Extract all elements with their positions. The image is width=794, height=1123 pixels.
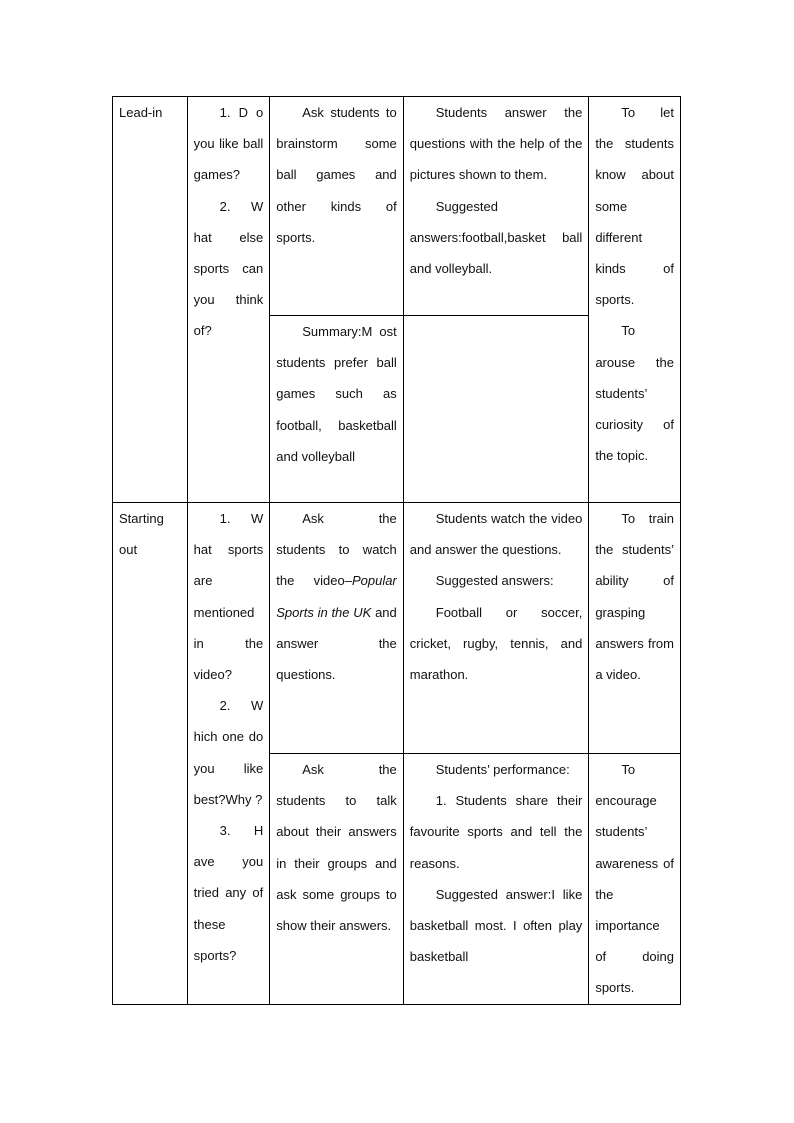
activity-text: Ask students to brainstorm some ball games and other kinds of sports. bbox=[276, 105, 397, 245]
video-title: Popular Sports in the UK bbox=[276, 573, 397, 620]
question-item: 2. W hich one do you like best?Why ? bbox=[193, 698, 264, 807]
response-text: 1. Students share their favourite sports and tell the reasons. bbox=[409, 793, 583, 871]
purpose-text: To train the students’ ability of grasping answers from a video. bbox=[595, 511, 674, 683]
response-text: Football or soccer, cricket, rugby, tennis, and marathon. bbox=[409, 604, 583, 683]
table-row bbox=[113, 97, 681, 316]
question-item: 2. W hat else sports can you think of? bbox=[193, 198, 264, 339]
stage-label: Lead-in bbox=[119, 105, 163, 120]
stage-label: Starting out bbox=[119, 511, 164, 558]
response-text: Suggested answer:I like basketball most. I often play basketball bbox=[409, 886, 583, 965]
response-cell bbox=[403, 97, 589, 316]
stage-cell-starting-out bbox=[113, 503, 188, 1005]
activity-text: Ask the students to talk about their answers in their groups and ask some groups to show their answers. bbox=[276, 762, 397, 934]
response-text: Students watch the video and answer the questions. bbox=[409, 511, 583, 558]
question-item: 1. D o you like ball games? bbox=[193, 105, 264, 183]
activity-cell bbox=[270, 754, 404, 1005]
response-text: Suggested answers: bbox=[435, 573, 554, 589]
response-text: Suggested answers:football,basket ball and volleyball. bbox=[409, 198, 583, 277]
activity-cell bbox=[270, 97, 404, 316]
purpose-cell bbox=[589, 754, 681, 1005]
questions-cell-lead-in bbox=[187, 97, 270, 503]
response-cell bbox=[403, 754, 589, 1005]
purpose-text: To let the students know about some different kinds of sports. bbox=[595, 105, 674, 308]
response-text: Students answer the questions with the help of the pictures shown to them. bbox=[409, 105, 583, 183]
activity-cell bbox=[270, 503, 404, 754]
stage-cell-lead-in bbox=[113, 97, 188, 503]
response-text: Students’ performance: bbox=[435, 762, 570, 777]
activity-text bbox=[276, 503, 397, 690]
purpose-text: To arouse the students’ curiosity of the topic. bbox=[595, 323, 674, 464]
summary-text: Summary:M ost students prefer ball games such as football, basketball and volleyball bbox=[276, 324, 397, 464]
question-item: 3. H ave you tried any of these sports? bbox=[193, 823, 264, 963]
purpose-cell-lead-in bbox=[589, 97, 681, 503]
activity-text-pre: Ask the students to watch the video– bbox=[276, 511, 397, 589]
purpose-cell bbox=[589, 503, 681, 754]
questions-cell-starting-out bbox=[187, 503, 270, 1005]
activity-text-post: and answer the questions. bbox=[276, 604, 397, 683]
table-row bbox=[113, 503, 681, 754]
purpose-text: To encourage students’ awareness of the importance of doing sports. bbox=[595, 762, 674, 996]
empty-cell bbox=[403, 316, 589, 503]
lesson-plan-table bbox=[112, 96, 681, 1005]
response-cell bbox=[403, 503, 589, 754]
question-item: 1. W hat sports are mentioned in the video? bbox=[193, 511, 264, 683]
summary-cell bbox=[270, 316, 404, 503]
